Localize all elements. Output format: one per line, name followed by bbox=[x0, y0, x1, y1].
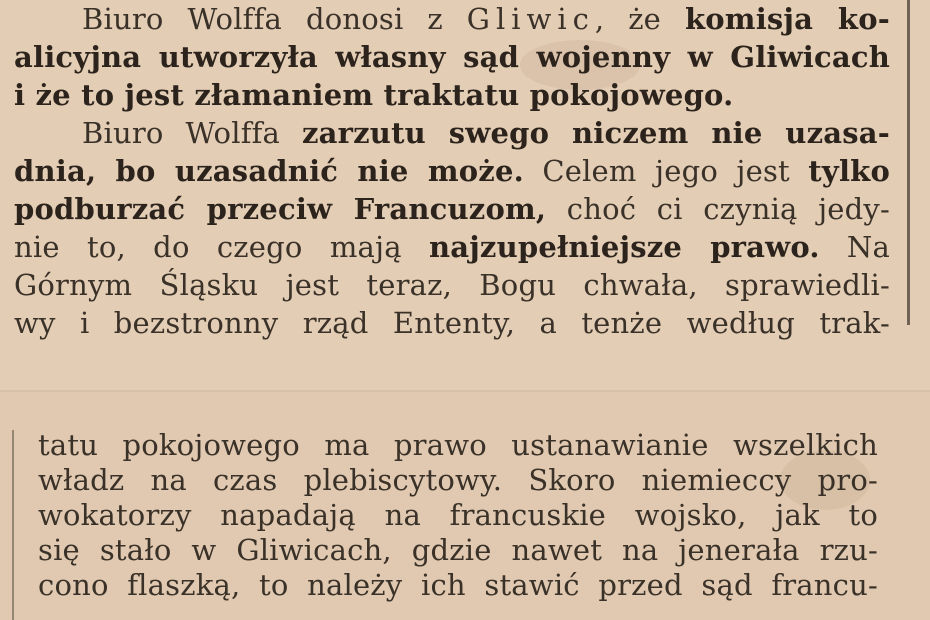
column-rule-left bbox=[12, 430, 14, 620]
text-segment: Biuro Wolffa bbox=[82, 116, 302, 150]
text-segment: tatu pokojowego ma prawo ustanawianie wszelkich bbox=[38, 428, 878, 462]
text-segment: Gliwic bbox=[466, 2, 595, 36]
text-line bbox=[14, 0, 890, 38]
text-segment: Na bbox=[819, 230, 890, 264]
text-segment: , że bbox=[594, 2, 685, 36]
text-line bbox=[14, 228, 890, 266]
text-line bbox=[38, 568, 878, 603]
column-rule-right bbox=[907, 0, 910, 325]
bold-text-segment: dnia, bo uzasadnić nie może. bbox=[14, 154, 524, 188]
text-segment: choć ci czynią jedy- bbox=[546, 192, 890, 226]
text-segment: nie to, do czego mają bbox=[14, 230, 429, 264]
bold-text-segment: podburzać przeciw Francuzom, bbox=[14, 192, 547, 226]
bold-text-segment: zarzutu swego niczem nie uzasa- bbox=[302, 116, 890, 150]
text-segment: wokatorzy napadają na francuskie wojsko, jak to bbox=[38, 498, 878, 532]
text-line bbox=[14, 190, 890, 228]
text-segment: Górnym Śląsku jest teraz, Bogu chwała, sprawiedli- bbox=[14, 268, 890, 302]
text-line bbox=[38, 463, 878, 498]
text-segment: Celem jego jest bbox=[523, 154, 809, 188]
text-segment: cono flaszką, to należy ich stawić przed sąd francu- bbox=[38, 568, 878, 602]
bold-text-segment: tylko bbox=[808, 154, 890, 188]
text-line bbox=[14, 114, 890, 152]
text-segment: się stało w Gliwicach, gdzie nawet na jenerała rzu- bbox=[38, 533, 878, 567]
text-line bbox=[38, 533, 878, 568]
text-line bbox=[14, 152, 890, 190]
bold-text-segment: komisja ko- bbox=[684, 2, 890, 36]
clipping-divider bbox=[0, 390, 930, 392]
text-segment: Biuro Wolffa donosi z bbox=[82, 2, 467, 36]
text-line bbox=[14, 304, 890, 342]
text-line bbox=[14, 76, 890, 114]
text-segment: władz na czas plebiscytowy. Skoro niemieccy pro- bbox=[38, 463, 878, 497]
text-segment: wy i bezstronny rząd Ententy, a tenże według trak- bbox=[14, 306, 890, 340]
bold-text-segment: i że to jest złamaniem traktatu pokojowego. bbox=[14, 78, 734, 112]
text-line bbox=[38, 428, 878, 463]
text-line bbox=[14, 38, 890, 76]
text-line bbox=[14, 266, 890, 304]
bold-text-segment: alicyjna utworzyła własny sąd wojenny w Gliwicach bbox=[14, 40, 890, 74]
bold-text-segment: najzupełniejsze prawo. bbox=[428, 230, 820, 264]
lower-article-text bbox=[38, 428, 878, 603]
upper-article-text bbox=[14, 0, 890, 342]
text-line bbox=[38, 498, 878, 533]
